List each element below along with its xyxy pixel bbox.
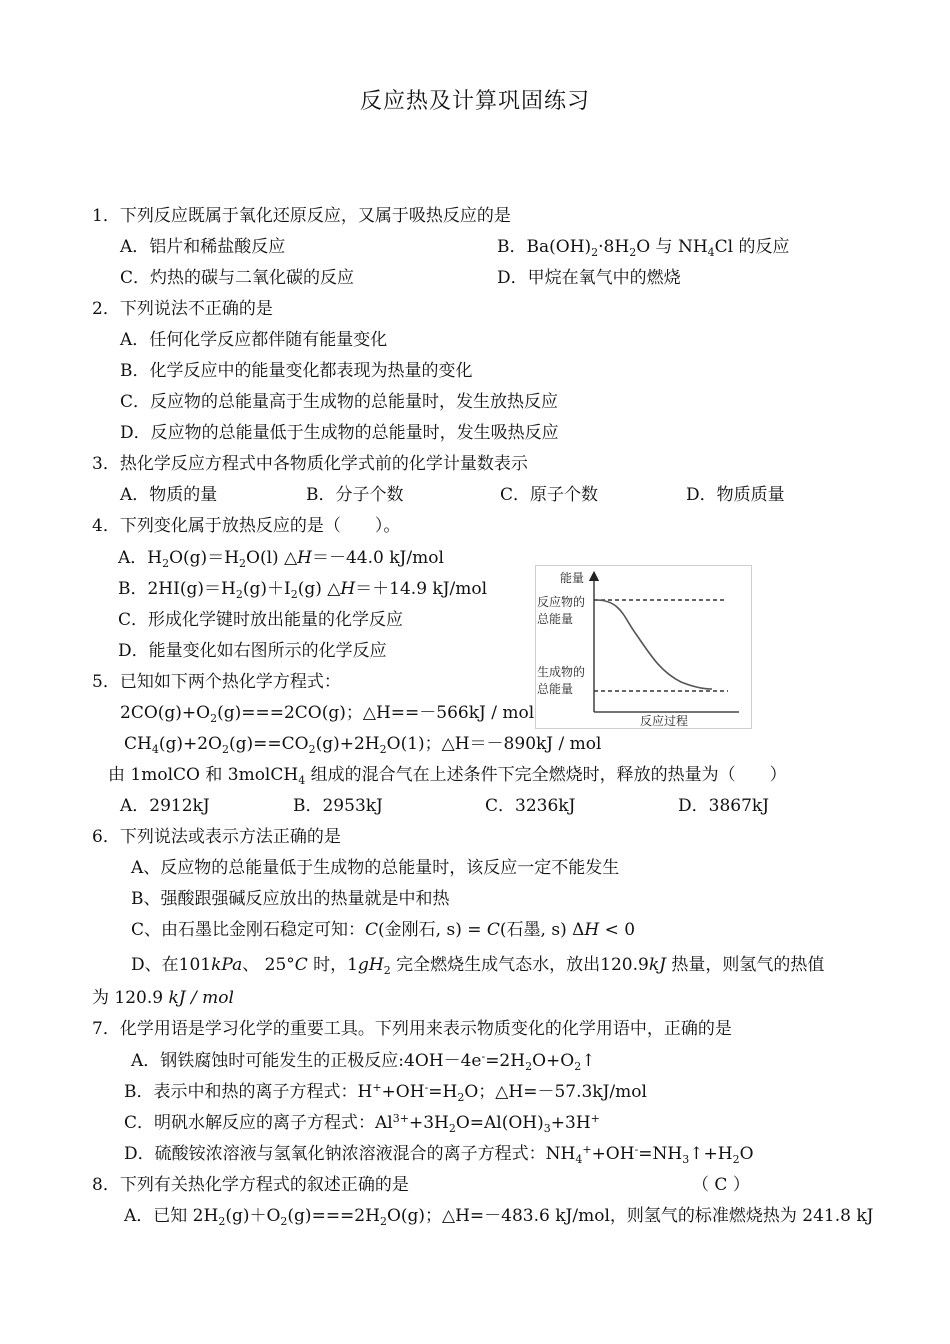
reactant-label-line1: 反应物的 — [537, 595, 586, 609]
q5-option-c: C．3236kJ — [485, 796, 576, 816]
q6-stem: 6．下列说法或表示方法正确的是 — [92, 827, 341, 847]
q1-stem: 1．下列反应既属于氧化还原反应，又属于吸热反应的是 — [92, 206, 511, 226]
q2-stem: 2．下列说法不正确的是 — [92, 299, 273, 319]
q8-stem: 8．下列有关热化学方程式的叙述正确的是 — [92, 1175, 409, 1195]
q1-option-b: B．$Ba(OH)_2\cdot 8H_2O$ 与 $NH_4Cl$ 的反应 — [497, 237, 790, 259]
q1-option-a: A．铝片和稀盐酸反应 — [120, 237, 286, 257]
q3-option-a: A．物质的量 — [120, 485, 218, 505]
product-label-line1: 生成物的 — [537, 665, 586, 679]
q4-option-c: C．形成化学键时放出能量的化学反应 — [118, 610, 404, 630]
q4-stem: 4．下列变化属于放热反应的是（ ）。 — [92, 516, 401, 536]
q6-option-b: B、强酸跟强碱反应放出的热量就是中和热 — [131, 889, 450, 909]
q2-option-d: D．反应物的总能量低于生成物的总能量时，发生吸热反应 — [120, 423, 559, 443]
q7-option-b: B．表示中和热的离子方程式：$H^++OH^-=H_2O$；△H=－57.3kJ/mol — [124, 1081, 647, 1104]
q5-stem: 5．已知如下两个热化学方程式： — [92, 672, 341, 692]
q5-condition: 由 1molCO 和 3molCH$_4$ 组成的混合气在上述条件下完全燃烧时，释放的热量为（ ） — [108, 765, 787, 787]
q5-equation-1: $2CO(g)+O_2(g)===2CO(g)$；△H==－566kJ / mol — [120, 703, 535, 725]
q1-option-c: C．灼热的碳与二氧化碳的反应 — [120, 268, 355, 288]
q5-option-d: D．3867kJ — [678, 796, 770, 816]
q8-answer: （ C ） — [692, 1175, 750, 1195]
q7-stem: 7．化学用语是学习化学的重要工具。下列用来表示物质变化的化学用语中，正确的是 — [92, 1019, 732, 1039]
q7-option-a: A．钢铁腐蚀时可能发生的正极反应$:4OH-4e^-=2H_2O+O_2↑$ — [131, 1050, 596, 1073]
q7-option-c: C．明矾水解反应的离子方程式：$Al^{3+}+3H_2O=Al(OH)_3+3H^+$ — [124, 1112, 600, 1135]
q6-option-c: C、由石墨比金刚石稳定可知：C(金刚石, s) = C(石墨, s) ΔH < 0 — [131, 920, 636, 940]
q7-option-d: D．硫酸铵浓溶液与氢氧化钠浓溶液混合的离子方程式：$NH_4^++OH^-=NH_3↑+H_2O$ — [124, 1143, 754, 1166]
q6-option-d: D、在101kPa、 25°C 时，$1gH_2$ 完全燃烧生成气态水，放出120.9kJ 热量，则氢气的热值 — [131, 955, 825, 977]
q3-stem: 3．热化学反应方程式中各物质化学式前的化学计量数表示 — [92, 454, 528, 474]
q8-option-a: A．已知 $2H_2(g)+O_2(g)===2H_2O(g)$；△H=－483.6 kJ/mol，则氢气的标准燃烧热为 241.8 kJ — [124, 1206, 874, 1228]
q2-option-c: C．反应物的总能量高于生成物的总能量时，发生放热反应 — [120, 392, 559, 412]
q6-option-a: A、反应物的总能量低于生成物的总能量时，该反应一定不能发生 — [131, 858, 620, 878]
q4-option-d: D．能量变化如右图所示的化学反应 — [118, 641, 387, 661]
q5-option-b: B．2953kJ — [293, 796, 383, 816]
q5-option-a: A．2912kJ — [120, 796, 210, 816]
q4-option-b: B．$2HI(g)=H_2(g)+I_2(g)$ △H＝＋14.9 kJ/mol — [118, 579, 488, 601]
q6-option-d-continued: 为 120.9 kJ / mol — [92, 988, 234, 1008]
q4-option-a: A．$H_2O(g)=H_2O(l)$ △H＝－44.0 kJ/mol — [118, 548, 444, 570]
q1-option-d: D．甲烷在氧气中的燃烧 — [497, 268, 681, 288]
q2-option-a: A．任何化学反应都伴随有能量变化 — [120, 330, 388, 350]
q5-equation-2: $CH_4(g)+2O_2(g)==CO_2(g)+2H_2O(1)$；△H＝－890kJ / mol — [124, 734, 602, 756]
x-axis-label: 反应过程 — [640, 714, 689, 728]
q3-option-c: C．原子个数 — [500, 485, 599, 505]
product-label-line2: 总能量 — [537, 682, 574, 696]
q3-option-d: D．物质质量 — [686, 485, 785, 505]
reaction-energy-curve — [596, 600, 712, 689]
page-title: 反应热及计算巩固练习 — [359, 89, 590, 114]
q3-option-b: B．分子个数 — [306, 485, 404, 505]
energy-diagram — [535, 565, 752, 729]
reactant-label-line2: 总能量 — [537, 612, 574, 626]
y-axis-label: 能量 — [560, 571, 585, 585]
q2-option-b: B．化学反应中的能量变化都表现为热量的变化 — [120, 361, 473, 381]
